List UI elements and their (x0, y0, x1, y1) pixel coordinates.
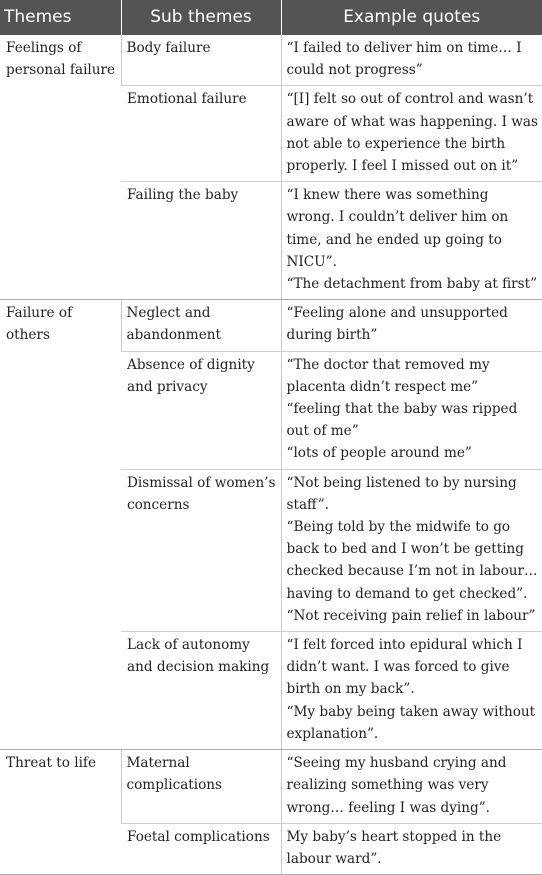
sub-theme-cell: Failing the baby (121, 182, 281, 300)
quotes-cell (281, 823, 542, 874)
quotes-cell (281, 86, 542, 182)
sub-theme-cell: Emotional failure (121, 86, 281, 182)
quote-text: “lots of people around me” (286, 445, 472, 462)
quote-text: “[I] felt so out of control and wasn’t aware of what was happening. I was not able to experience the birth properly. I feel I missed out on it” (286, 91, 538, 175)
sub-theme-cell: Dismissal of women’s concerns (121, 469, 281, 631)
quote-text: “The doctor that removed my placenta didn’t respect me” (286, 356, 490, 395)
quote-text: “Feeling alone and unsupported during birth” (286, 305, 508, 344)
header-themes: Themes (0, 0, 121, 35)
quote-text: “I failed to deliver him on time… I could not progress” (286, 40, 522, 79)
theme-cell: Failure of others (0, 300, 121, 750)
quote-text: “My baby being taken away without explanation”. (286, 703, 536, 742)
table-row (0, 300, 542, 351)
sub-theme-cell: Foetal complications (121, 823, 281, 874)
quote-text: “I felt forced into epidural which I didn’t want. I was forced to give birth on my back”. (286, 637, 523, 698)
quote-text: “Not receiving pain relief in labour” (286, 607, 536, 624)
header-example-quotes: Example quotes (281, 0, 542, 35)
table-row (0, 35, 542, 86)
sub-theme-cell: Lack of autonomy and decision making (121, 632, 281, 750)
theme-cell: Feelings of personal failure (0, 35, 121, 300)
quotes-cell (281, 750, 542, 824)
quote-text: My baby’s heart stopped in the labour ward”. (286, 828, 502, 867)
sub-theme-cell: Absence of dignity and privacy (121, 351, 281, 469)
sub-theme-cell: Body failure (121, 35, 281, 86)
quote-text: “I knew there was something wrong. I couldn’t deliver him on time, and he ended up going to NICU”. (286, 187, 509, 270)
header-row (0, 0, 542, 35)
theme-cell: Threat to life (0, 750, 121, 875)
quotes-cell (281, 182, 542, 300)
quote-text: “Being told by the midwife to go back to bed and I won’t be getting checked because I’m not in labour…having to demand to get checked”. (286, 519, 538, 602)
quotes-cell (281, 35, 542, 86)
sub-theme-cell: Maternal complications (121, 750, 281, 824)
quotes-cell (281, 300, 542, 351)
sub-theme-cell: Neglect and abandonment (121, 300, 281, 351)
quote-text: “The detachment from baby at first” (286, 276, 538, 293)
quote-text: “Not being listened to by nursing staff”. (286, 474, 517, 513)
quotes-cell (281, 351, 542, 469)
table-row (0, 750, 542, 824)
table-body (0, 35, 542, 875)
quote-text: “feeling that the baby was ripped out of me” (286, 401, 518, 440)
header-sub-themes: Sub themes (121, 0, 281, 35)
quotes-cell (281, 469, 542, 631)
quotes-cell (281, 632, 542, 750)
quote-text: “Seeing my husband crying and realizing something was very wrong… feeling I was dying”. (286, 755, 507, 816)
